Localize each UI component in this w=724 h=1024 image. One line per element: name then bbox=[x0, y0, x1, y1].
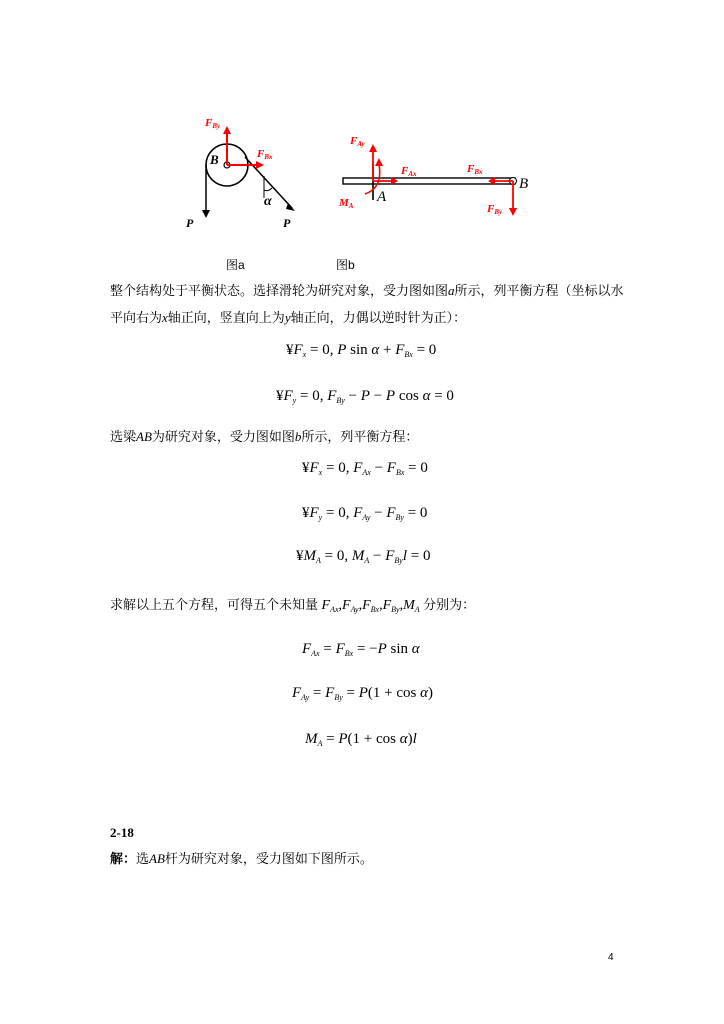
equation-1: $¥F_x = 0$, P $\sin \alpha + F_{Bx} = 0$ bbox=[286, 342, 437, 359]
label-fax: FAx bbox=[401, 165, 417, 178]
label-a: A bbox=[377, 189, 387, 205]
figure-b bbox=[335, 128, 535, 223]
paragraph-3: 求解以上五个方程，可得五个未知量 $F_{Ax},F_{Ay},F_{Bx},F_{By},M_A$ 分别为： bbox=[110, 597, 476, 614]
label-b-beam: B bbox=[519, 176, 529, 192]
result-3: $M_A = P(1 + \cos \alpha)l$ bbox=[305, 731, 417, 748]
arrow-fby-head bbox=[223, 126, 231, 134]
page-number: 4 bbox=[608, 952, 614, 963]
label-fby: FBy bbox=[205, 117, 221, 130]
arrow-fbx-head bbox=[256, 161, 264, 169]
arrow-fay-head bbox=[369, 144, 377, 152]
caption-fig-a: 图a bbox=[226, 258, 245, 272]
label-p-right: P bbox=[283, 216, 291, 230]
equation-3: $¥F_x = 0$, $F_{Ax} - F_{Bx} = 0$ bbox=[302, 460, 428, 477]
label-fby-b: FBy bbox=[487, 203, 503, 216]
arrow-fby-b-head bbox=[509, 208, 517, 216]
result-1: $F_{Ax} = F_{Bx} = -P$ sin α bbox=[302, 641, 420, 658]
label-alpha: α bbox=[264, 194, 272, 209]
label-fbx: FBx bbox=[257, 148, 273, 161]
figure-a bbox=[180, 110, 320, 235]
alpha-arc bbox=[264, 188, 272, 191]
section-number: 2-18 bbox=[110, 825, 134, 840]
arrow-p-right bbox=[286, 203, 295, 211]
label-b: B bbox=[210, 152, 219, 167]
arrow-p-left bbox=[202, 210, 210, 218]
paragraph-2: 选梁AB为研究对象，受力图如图b所示，列平衡方程： bbox=[110, 429, 419, 444]
label-ma: MA bbox=[339, 197, 354, 210]
paragraph-1-line-2: 平向右为x轴正向，竖直向上为y轴正向，力偶以逆时针为正）： bbox=[110, 310, 467, 325]
label-fbx-b: FBx bbox=[467, 163, 483, 176]
equation-5: $¥M_A = 0$, $M_A - F_{By}l = 0$ bbox=[296, 548, 431, 565]
paragraph-1-line-1: 整个结构处于平衡状态。选择滑轮为研究对象，受力图如图a所示，列平衡方程（坐标以水 bbox=[110, 283, 624, 298]
solution-line: 解：选AB杆为研究对象，受力图如下图所示。 bbox=[110, 851, 373, 866]
equation-2: $¥F_y = 0$, $F_{By} - P - P$ cos α = 0 bbox=[276, 388, 454, 405]
label-fay: FAy bbox=[350, 135, 365, 148]
equation-4: $¥F_y = 0$, $F_{Ay} - F_{By} = 0$ bbox=[302, 505, 428, 522]
caption-fig-b: 图b bbox=[336, 258, 355, 272]
result-2: $F_{Ay} = F_{By} = P(1 + \cos \alpha)$ bbox=[292, 685, 433, 702]
moment-ma-head bbox=[375, 158, 383, 166]
label-p-left: P bbox=[186, 216, 194, 230]
